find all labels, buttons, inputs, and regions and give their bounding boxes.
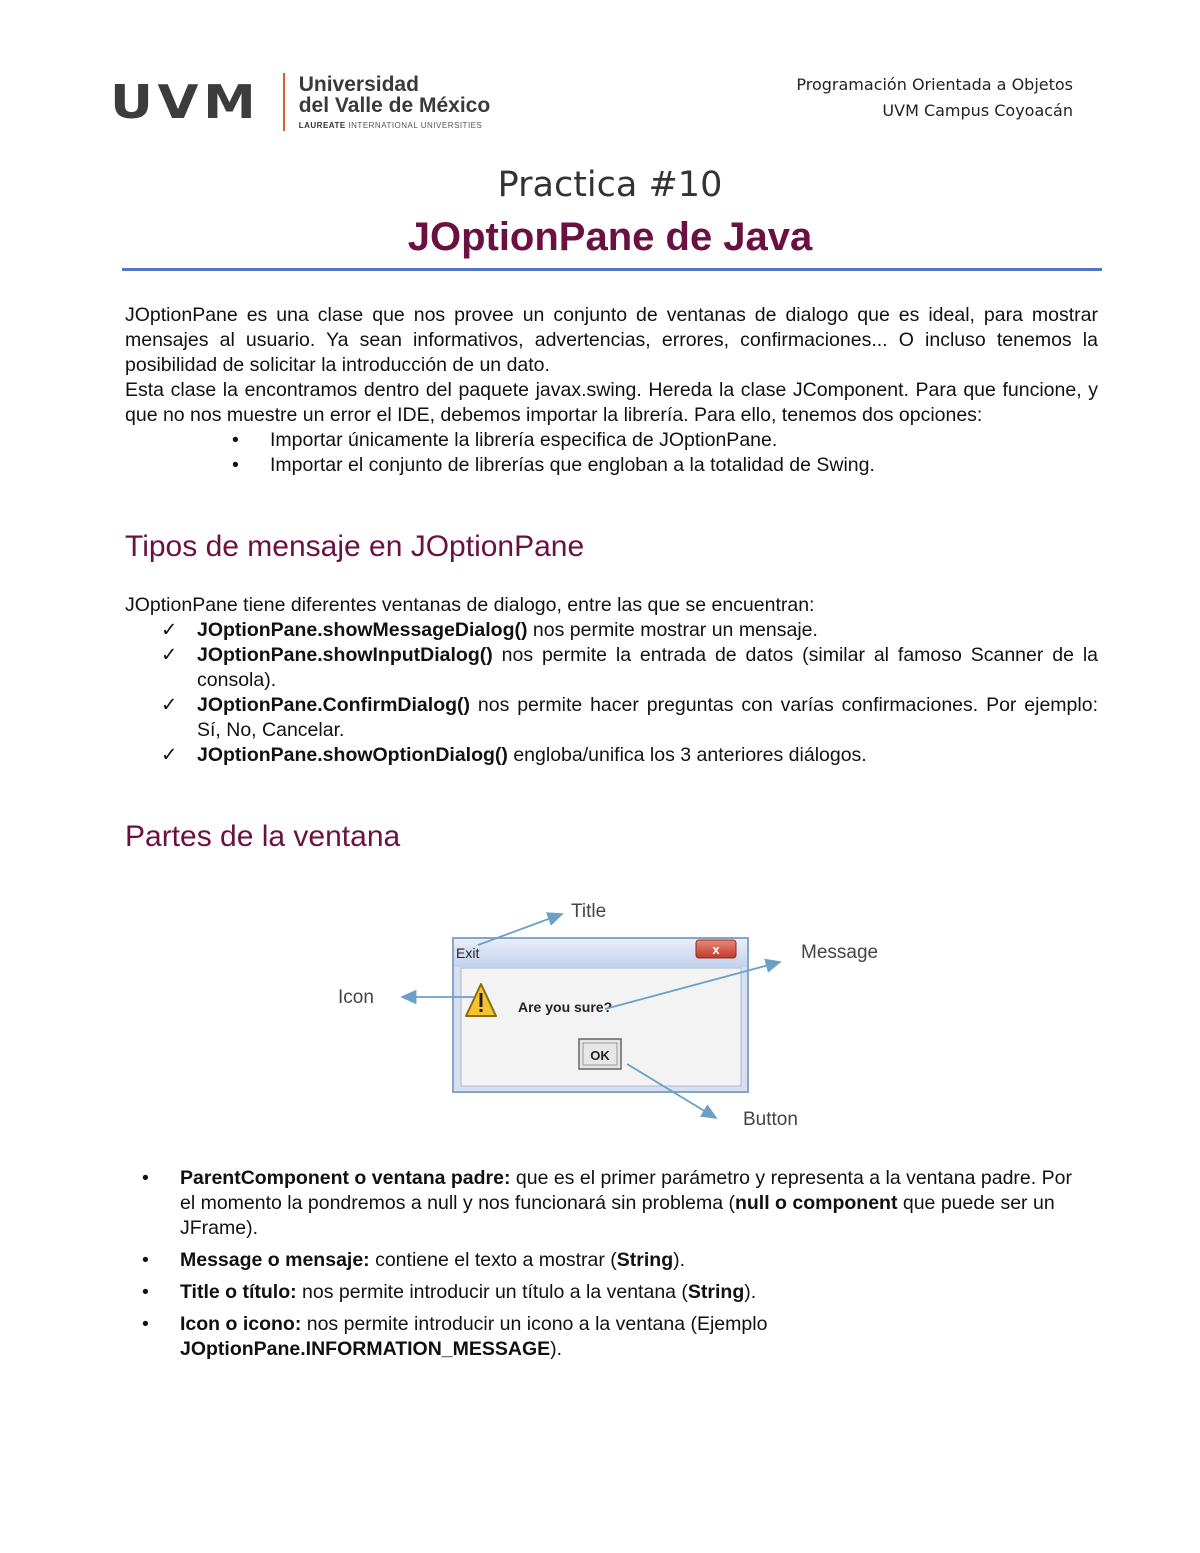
part-text: contiene el texto a mostrar (	[369, 1249, 617, 1271]
method-name: JOptionPane.showInputDialog()	[197, 644, 493, 666]
check-icon: ✓	[161, 644, 178, 666]
bullet-icon: •	[142, 1167, 149, 1189]
label-message: Message	[801, 942, 879, 963]
list-item-text: Importar únicamente la librería especifica de JOptionPane.	[270, 429, 778, 451]
label-title: Title	[571, 901, 607, 922]
bullet-icon: •	[232, 454, 239, 476]
list-item	[125, 428, 1098, 453]
list-item-text: Importar el conjunto de librerías que engloban a la totalidad de Swing.	[270, 454, 875, 476]
part-text: nos permite introducir un icono a la ventana (Ejemplo	[301, 1313, 768, 1335]
bullet-icon: •	[142, 1249, 149, 1271]
logo-text	[299, 74, 490, 130]
page-title: JOptionPane de Java	[407, 215, 813, 259]
method-description: nos permite hacer preguntas con varías confirmaciones. Por ejemplo: Sí, No, Cancelar.	[197, 694, 1098, 741]
part-text-end: ).	[673, 1249, 686, 1271]
part-text: nos permite introducir un título a la ventana (	[296, 1281, 688, 1303]
intro-bullet-list	[125, 428, 1098, 478]
intro-paragraph-1: JOptionPane es una clase que nos provee un conjunto de ventanas de dialogo que es ideal, para mostrar mensajes al usuario. Ya sean informativos, advertencias, errores, confirmaciones... O incluso tenemos la posibilidad de solicitar la introducción de un dato.	[125, 304, 1098, 376]
bullet-icon: •	[232, 429, 239, 451]
part-term: Message o mensaje:	[180, 1249, 370, 1271]
logo-separator	[283, 73, 285, 131]
part-text-end: ).	[550, 1338, 563, 1360]
diagram-svg	[330, 890, 910, 1140]
part-term: Title o título:	[180, 1281, 297, 1303]
parts-block	[142, 1166, 1082, 1369]
tipos-intro: JOptionPane tiene diferentes ventanas de dialogo, entre las que se encuentran:	[125, 594, 815, 616]
header-course-info	[796, 72, 1073, 124]
list-item	[142, 1166, 1082, 1241]
logo-line-1: Universidad	[298, 73, 419, 96]
check-icon: ✓	[161, 694, 178, 716]
uvm-logo	[110, 72, 490, 132]
logo-line-2: del Valle de México	[298, 94, 491, 117]
part-term-inline: String	[616, 1249, 674, 1271]
label-button: Button	[743, 1109, 798, 1130]
ok-button-label: OK	[590, 1048, 610, 1063]
part-text: que es el primer parámetro y representa a la ventana padre. Por el momento la pondremos a null y nos funcionará sin problema (	[180, 1167, 1072, 1214]
list-item	[142, 1248, 1082, 1273]
tipos-check-list	[125, 618, 1098, 768]
section-heading-tipos: Tipos de mensaje en JOptionPane	[125, 530, 585, 563]
method-description: nos permite la entrada de datos (similar al famoso Scanner de la consola).	[197, 644, 1098, 691]
parts-list	[142, 1166, 1082, 1362]
section-heading-partes: Partes de la ventana	[125, 820, 401, 853]
method-description: nos permite mostrar un mensaje.	[527, 619, 818, 641]
list-item	[125, 643, 1098, 693]
part-term-inline: JOptionPane.INFORMATION_MESSAGE	[180, 1338, 551, 1360]
list-item	[125, 453, 1098, 478]
check-icon: ✓	[161, 619, 178, 641]
logo-sub-rest: INTERNATIONAL UNIVERSITIES	[345, 121, 483, 130]
list-item	[142, 1312, 780, 1362]
part-term: Icon o icono:	[180, 1313, 302, 1335]
part-term: ParentComponent o ventana padre:	[180, 1167, 511, 1189]
method-description: engloba/unifica los 3 anteriores diálogos.	[507, 744, 867, 766]
dialog-window-title: Exit	[456, 945, 480, 961]
header-course: Programación Orientada a Objetos	[796, 75, 1073, 94]
list-item	[125, 693, 1098, 743]
list-item	[125, 618, 1098, 643]
list-item	[125, 743, 1098, 768]
title-rule	[122, 268, 1102, 271]
dialog-message: Are you sure?	[518, 999, 613, 1015]
bullet-icon: •	[142, 1281, 149, 1303]
part-term-inline: null o component	[734, 1192, 898, 1214]
check-icon: ✓	[161, 744, 178, 766]
list-item	[142, 1280, 1082, 1305]
logo-subline	[299, 122, 490, 130]
method-name: JOptionPane.showOptionDialog()	[197, 744, 508, 766]
part-text-end: ).	[744, 1281, 757, 1303]
header-campus: UVM Campus Coyoacán	[882, 101, 1073, 120]
intro-block	[125, 303, 1098, 478]
logo-mark: UVM	[110, 75, 261, 129]
part-text-end: que puede ser un JFrame).	[180, 1192, 1055, 1239]
logo-sub-bold: LAUREATE	[298, 121, 346, 130]
method-name: JOptionPane.ConfirmDialog()	[197, 694, 470, 716]
tipos-block	[125, 593, 1098, 768]
label-icon: Icon	[338, 987, 374, 1008]
bullet-icon: •	[142, 1313, 149, 1335]
part-term-inline: String	[687, 1281, 745, 1303]
intro-paragraph-2: Esta clase la encontramos dentro del paquete javax.swing. Hereda la clase JComponent. Para que funcione, y que no nos muestre un error el IDE, debemos importar la librería. Para ello, tenemos dos opciones:	[125, 379, 1098, 426]
close-icon: x	[712, 942, 720, 957]
method-name: JOptionPane.showMessageDialog()	[197, 619, 528, 641]
joptionpane-diagram	[330, 890, 910, 1140]
practice-number: Practica #10	[497, 165, 723, 205]
